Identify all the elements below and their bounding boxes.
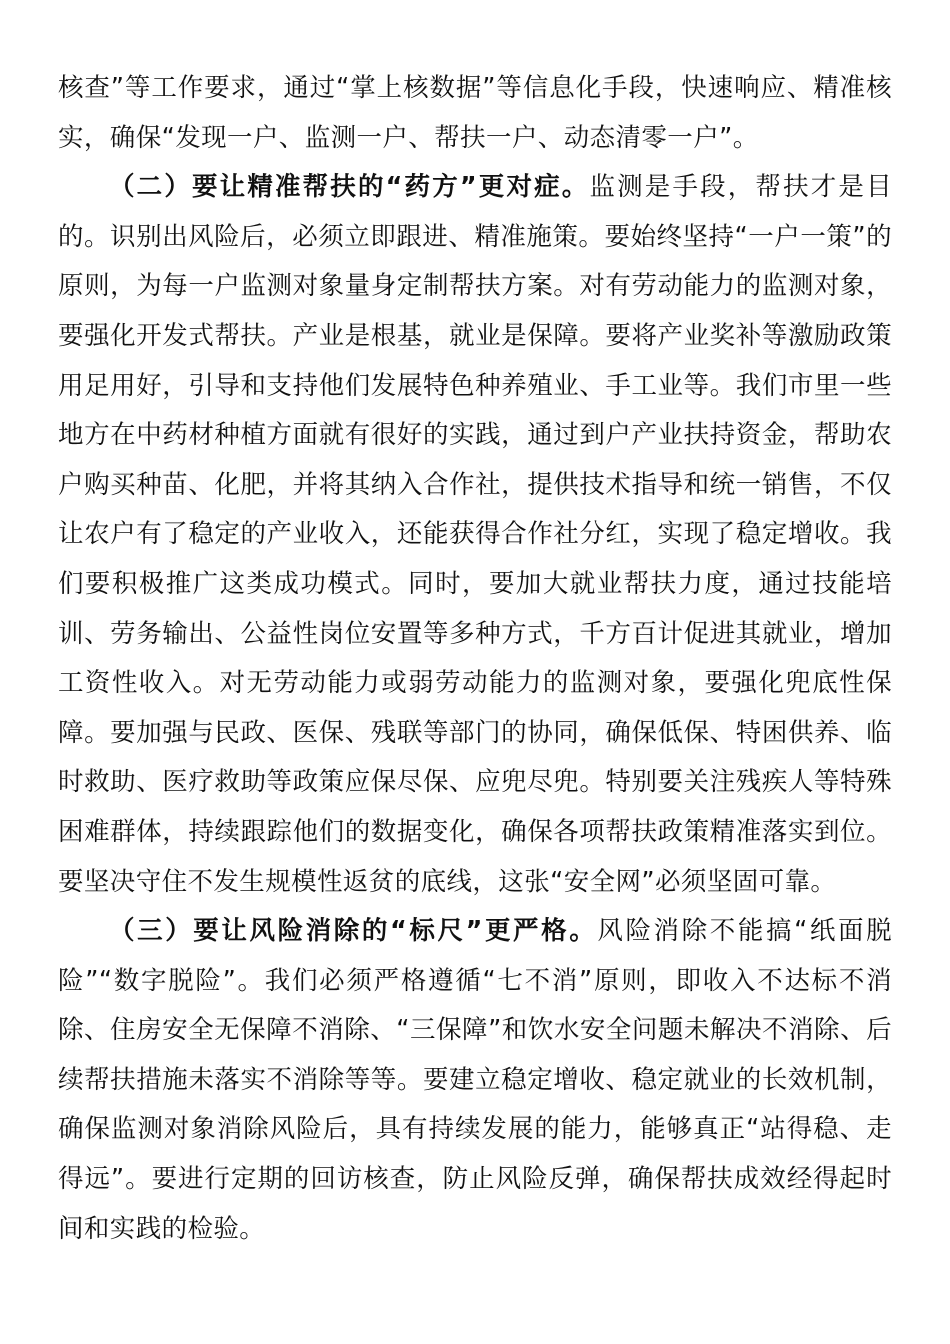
section-heading: （三）要让风险消除的“标尺”更严格。	[109, 916, 598, 947]
paragraph-text: 核查”等工作要求，通过“掌上核数据”等信息化手段，快速响应、精准核实，确保“发现一户、监测一户、帮扶一户、动态清零一户”。	[58, 73, 892, 153]
paragraph-text: 监测是手段，帮扶才是目的。识别出风险后，必须立即跟进、精准施策。要始终坚持“一户一策”的原则，为每一户监测对象量身定制帮扶方案。对有劳动能力的监测对象，要强化开发式帮扶。产业是根基，就业是保障。要将产业奖补等激励政策用足用好，引导和支持他们发展特色种养殖业、手工业等。我们市里一些地方在中药材种植方面就有很好的实践，通过到户产业扶持资金，帮助农户购买种苗、化肥，并将其纳入合作社，提供技术指导和统一销售，不仅让农户有了稳定的产业收入，还能获得合作社分红，实现了稳定增收。我们要积极推广这类成功模式。同时，要加大就业帮扶力度，通过技能培训、劳务输出、公益性岗位安置等多种方式，千方百计促进其就业，增加工资性收入。对无劳动能力或弱劳动能力的监测对象，要强化兜底性保障。要加强与民政、医保、残联等部门的协同，确保低保、特困供养、临时救助、医疗救助等政策应保尽保、应兜尽兜。特别要关注残疾人等特殊困难群体，持续跟踪他们的数据变化，确保各项帮扶政策精准落实到位。要坚决守住不发生规模性返贫的底线，这张“安全网”必须坚固可靠。	[58, 172, 892, 897]
paragraph-section-two	[58, 163, 892, 907]
paragraph-text: 风险消除不能搞“纸面脱险”“数字脱险”。我们必须严格遵循“七不消”原则，即收入不达标不消除、住房安全无保障不消除、“三保障”和饮水安全问题未解决不消除、后续帮扶措施未落实不消除等等。要建立稳定增收、稳定就业的长效机制，确保监测对象消除风险后，具有持续发展的能力，能够真正“站得稳、走得远”。要进行定期的回访核查，防止风险反弹，确保帮扶成效经得起时间和实践的检验。	[58, 916, 892, 1244]
paragraph-continuation	[58, 64, 892, 163]
document-page	[58, 64, 892, 1254]
section-heading: （二）要让精准帮扶的“药方”更对症。	[109, 172, 590, 203]
paragraph-section-three	[58, 907, 892, 1254]
